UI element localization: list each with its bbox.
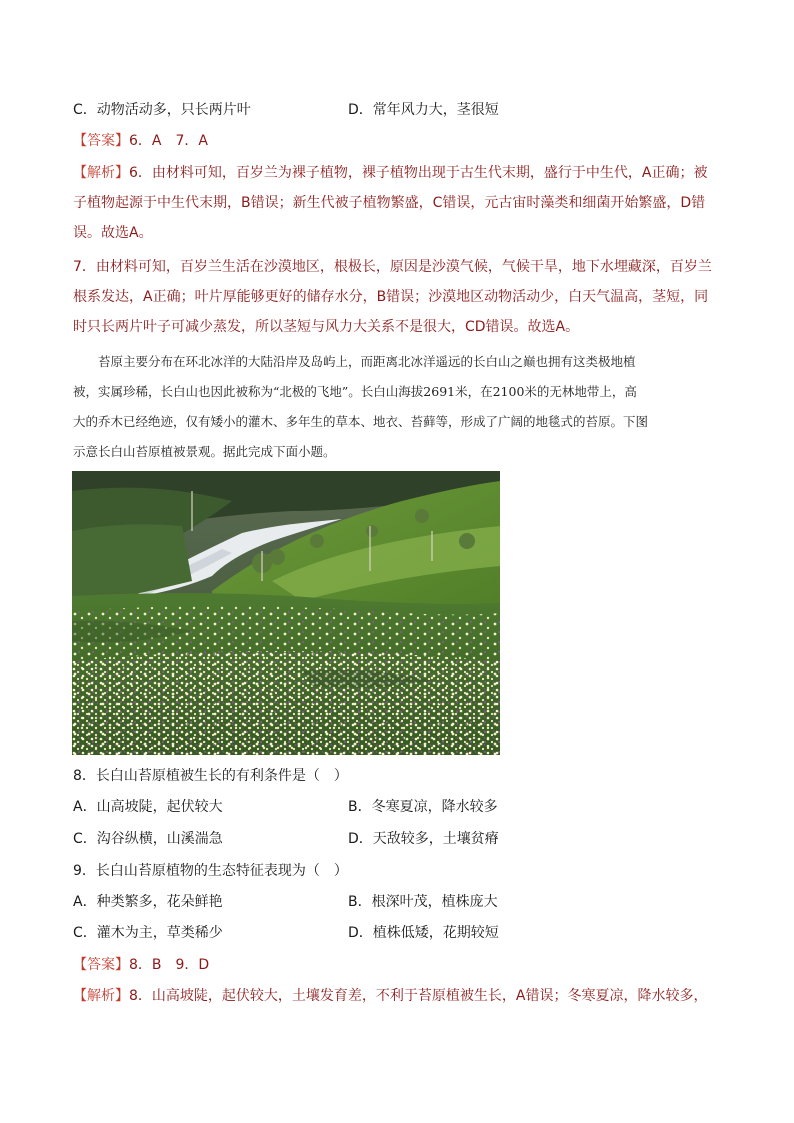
q7-option-row	[73, 101, 251, 119]
material-line-2: 被，实属珍稀，长白山也因此被称为“北极的飞地”。长白山海拔2691米，在2100米的无林地带上，高	[73, 384, 637, 399]
q9-option-c: C．灌木为主，草类稀少	[73, 925, 223, 941]
analysis-label: 【解析】	[73, 165, 129, 181]
material-line-3: 大的乔木已经绝迹，仅有矮小的灌木、多年生的草本、地衣、苔藓等，形成了广阔的地毯式的苔原。下图	[73, 414, 649, 429]
q7-option-d: D．常年风力大，茎很短	[348, 102, 499, 118]
answer-text: 6．A 7．A	[129, 133, 208, 149]
q9-option-d: D．植株低矮，花期较短	[348, 925, 499, 941]
analysis-6-line-3: 误。故选A。	[73, 225, 153, 241]
q8-stem: 8．长白山苔原植被生长的有利条件是（ ）	[73, 768, 348, 784]
analysis-6	[73, 158, 723, 248]
answer-label: 【答案】	[73, 133, 129, 149]
q7-option-d-row	[348, 101, 499, 119]
answer-label: 【答案】	[73, 957, 129, 973]
q8-option-d: D．天敌较多，土壤贫瘠	[348, 831, 499, 847]
answer-text: 8．B 9．D	[129, 957, 210, 973]
q7-option-c: C．动物活动多，只长两片叶	[73, 102, 251, 118]
analysis-7-line-2: 根系发达，A正确；叶片厚能够更好的储存水分，B错误；沙漠地区动物活动少，白天气温高，茎短，同	[73, 289, 709, 305]
material-line-4: 示意长白山苔原植被景观。据此完成下面小题。	[73, 444, 336, 459]
q8-option-c: C．沟谷纵横，山溪湍急	[73, 831, 223, 847]
analysis-label: 【解析】	[73, 988, 129, 1004]
analysis-6-line-2: 子植物起源于中生代末期，B错误；新生代被子植物繁盛，C错误，元古宙时藻类和细菌开始繁盛，D错	[73, 195, 706, 211]
answer-6-7	[73, 132, 208, 150]
analysis-6-line-1: 【解析】6．由材料可知，百岁兰为裸子植物，裸子植物出现于古生代末期，盛行于中生代，A正确；被	[73, 165, 708, 181]
material-line-1: 苔原主要分布在环北冰洋的大陆沿岸及岛屿上，而距离北冰洋遥远的长白山之巅也拥有这类极地植	[73, 354, 636, 369]
q9-stem: 9．长白山苔原植物的生态特征表现为（ ）	[73, 863, 348, 879]
analysis-7-line-1: 7．由材料可知，百岁兰生活在沙漠地区，根极长，原因是沙漠气候，气候干旱，地下水埋藏深，百岁兰	[73, 259, 712, 275]
q9-option-b: B．根深叶茂，植株庞大	[348, 894, 498, 910]
answer-8-9	[73, 956, 209, 974]
q8-option-b: B．冬寒夏凉，降水较多	[348, 799, 498, 815]
analysis-7	[73, 252, 723, 342]
analysis-8	[73, 987, 707, 1005]
q9-option-a: A．种类繁多，花朵鲜艳	[73, 894, 223, 910]
q8-option-a: A．山高坡陡，起伏较大	[73, 799, 223, 815]
material-paragraph	[73, 347, 723, 467]
tundra-landscape-photo	[72, 471, 500, 755]
analysis-8-text: 8．山高坡陡，起伏较大，土壤发育差，不利于苔原植被生长，A错误；冬寒夏凉，降水较多，	[129, 988, 708, 1004]
analysis-7-line-3: 时只长两片叶子可减少蒸发，所以茎短与风力大关系不是很大，CD错误。故选A。	[73, 319, 580, 335]
